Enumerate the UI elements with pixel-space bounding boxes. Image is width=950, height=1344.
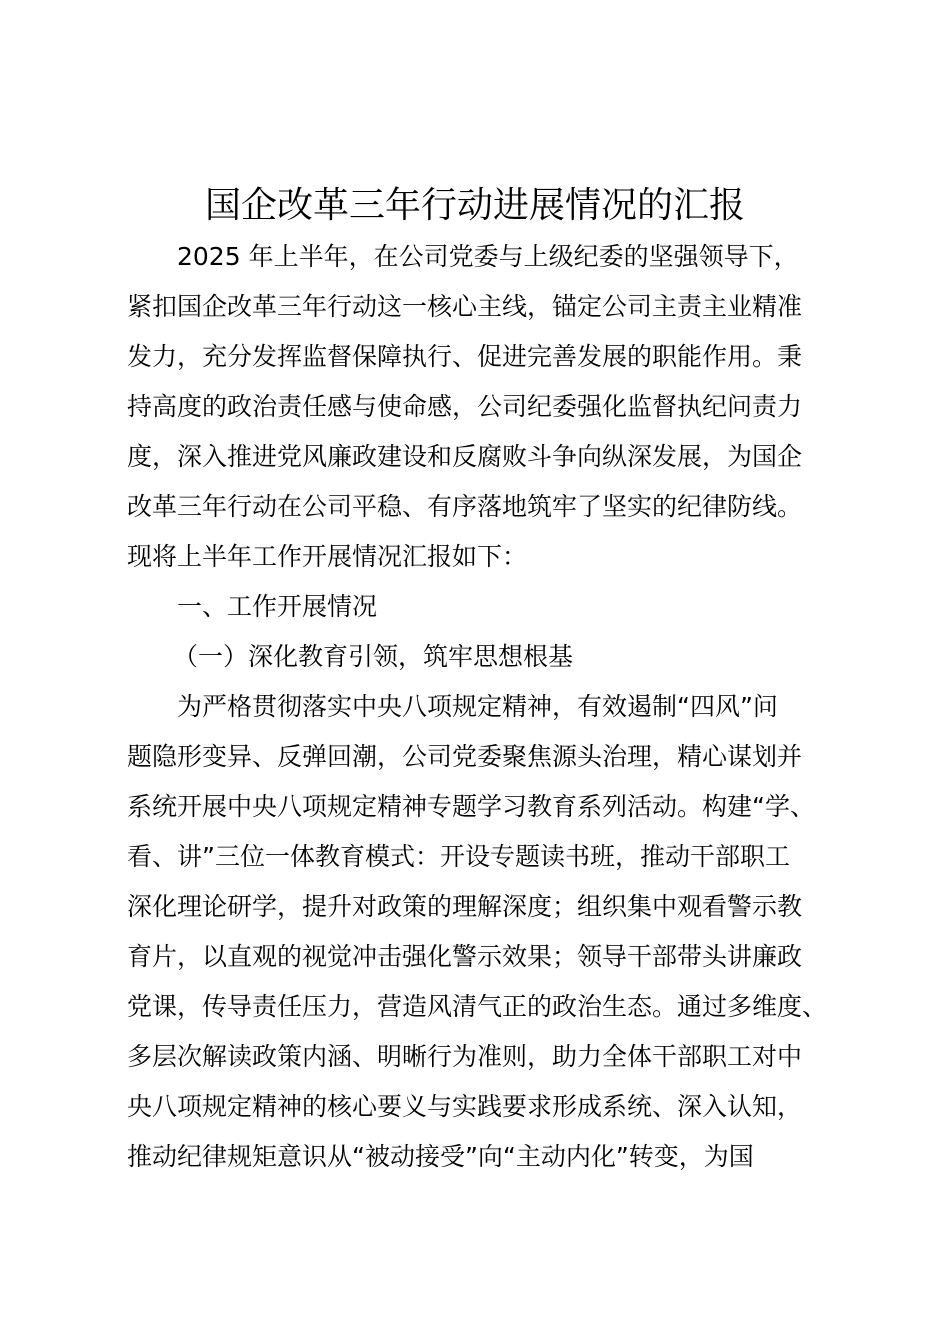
- paragraph-line: 育片，以直观的视觉冲击强化警示效果；领导干部带头讲廉政: [127, 942, 803, 971]
- paragraph-line: 现将上半年工作开展情况汇报如下：: [127, 542, 528, 571]
- paragraph-line: 改革三年行动在公司平稳、有序落地筑牢了坚实的纪律防线。: [127, 492, 803, 521]
- paragraph-line: 系统开展中央八项规定精神专题学习教育系列活动。构建“学、: [127, 792, 815, 821]
- paragraph-line: 紧扣国企改革三年行动这一核心主线，锚定公司主责主业精准: [127, 292, 803, 321]
- paragraph-line: 为严格贯彻落实中央八项规定精神，有效遏制“四风”问: [177, 692, 778, 721]
- paragraph-line: 推动纪律规矩意识从“被动接受”向“主动内化”转变，为国: [127, 1142, 754, 1171]
- paragraph-line: 深化理论研学，提升对政策的理解深度；组织集中观看警示教: [127, 892, 803, 921]
- paragraph-line: 看、讲”三位一体教育模式：开设专题读书班，推动干部职工: [127, 842, 790, 871]
- document-body: [127, 232, 847, 1182]
- section-heading: 一、工作开展情况: [177, 592, 378, 621]
- paragraph-line: 题隐形变异、反弹回潮，公司党委聚焦源头治理，精心谋划并: [127, 742, 803, 771]
- paragraph-line: 多层次解读政策内涵、明晰行为准则，助力全体干部职工对中: [127, 1042, 803, 1071]
- paragraph-line: 度，深入推进党风廉政建设和反腐败斗争向纵深发展，为国企: [127, 442, 803, 471]
- paragraph-line: 发力，充分发挥监督保障执行、促进完善发展的职能作用。秉: [127, 342, 803, 371]
- paragraph-line: 央八项规定精神的核心要义与实践要求形成系统、深入认知，: [127, 1092, 803, 1121]
- paragraph-line: 持高度的政治责任感与使命感，公司纪委强化监督执纪问责力: [127, 392, 803, 421]
- paragraph-line: 党课，传导责任压力，营造风清气正的政治生态。通过多维度、: [127, 992, 828, 1021]
- subsection-heading: （一）深化教育引领，筑牢思想根基: [173, 642, 574, 671]
- paragraph-line: 2025 年上半年，在公司党委与上级纪委的坚强领导下，: [177, 242, 799, 271]
- document-title: 国企改革三年行动进展情况的汇报: [204, 185, 745, 226]
